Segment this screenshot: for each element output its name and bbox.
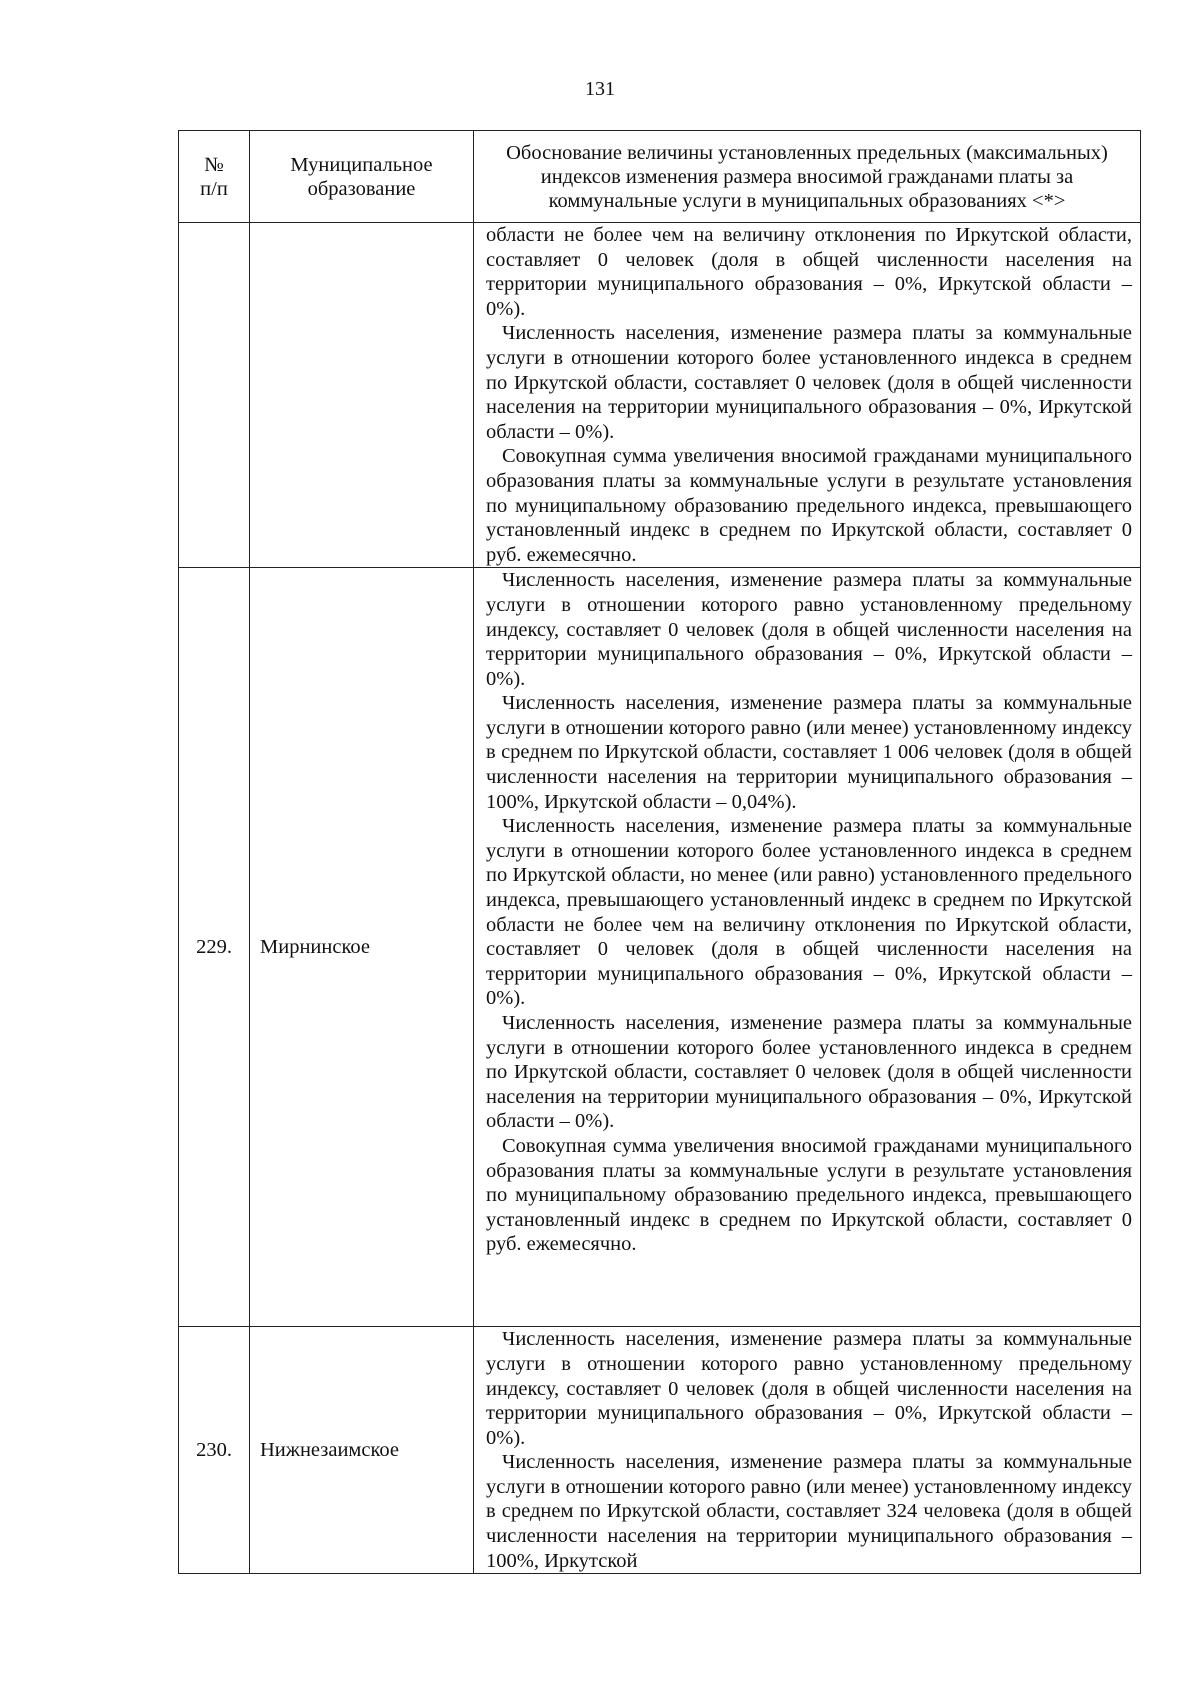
page-number: 131 <box>585 78 615 100</box>
paragraph: Численность населения, изменение размера платы за коммунальные услуги в отношении которого равно (или менее) установленному индексу в среднем по Иркутской области, составляет 324 человека (доля в общей численности населения на территории муниципального образования – 100%, Иркутской <box>486 1451 1132 1572</box>
index-justification-table <box>178 130 1141 1574</box>
justification-cell <box>474 223 1141 568</box>
table-header-row <box>179 131 1141 223</box>
header-municipality: Муниципальное образование <box>250 131 474 223</box>
header-justification: Обоснование величины установленных предельных (максимальных) индексов изменения размера вносимой гражданами платы за коммунальные услуги в муниципальных образованиях <*> <box>474 131 1141 223</box>
municipality-name <box>250 223 474 568</box>
table-row <box>179 1327 1141 1574</box>
row-number: 230. <box>179 1327 250 1574</box>
paragraph: Численность населения, изменение размера платы за коммунальные услуги в отношении которого равно установленному предельному индексу, составляет 0 человек (доля в общей численности населения на территории муниципального образования – 0%, Иркутской области – 0%). <box>486 1328 1132 1449</box>
paragraph: Численность населения, изменение размера платы за коммунальные услуги в отношении которого более установленного индекса в среднем по Иркутской области, составляет 0 человек (доля в общей численности населения на территории муниципального образования – 0%, Иркутской области – 0%). <box>486 322 1132 443</box>
paragraph: Численность населения, изменение размера платы за коммунальные услуги в отношении которого более установленного индекса в среднем по Иркутской области, составляет 0 человек (доля в общей численности населения на территории муниципального образования – 0%, Иркутской области – 0%). <box>486 1012 1132 1133</box>
table-row <box>179 568 1141 1327</box>
header-num: № п/п <box>179 131 250 223</box>
justification-cell <box>474 1327 1141 1574</box>
row-number <box>179 223 250 568</box>
paragraph: области не более чем на величину отклонения по Иркутской области, составляет 0 человек (доля в общей численности населения на территории муниципального образования – 0%, Иркутской области – 0%). <box>486 224 1132 320</box>
paragraph: Численность населения, изменение размера платы за коммунальные услуги в отношении которого более установленного индекса в среднем по Иркутской области, но менее (или равно) установленного предельного индекса, превышающего установленный индекс в среднем по Иркутской области не более чем на величину отклонения по Иркутской области, составляет 0 человек (доля в общей численности населения на территории муниципального образования – 0%, Иркутской области – 0%). <box>486 815 1132 1010</box>
paragraph: Численность населения, изменение размера платы за коммунальные услуги в отношении которого равно (или менее) установленному индексу в среднем по Иркутской области, составляет 1 006 человек (доля в общей численности населения на территории муниципального образования – 100%, Иркутской области – 0,04%). <box>486 692 1132 813</box>
municipality-name: Нижнезаимское <box>250 1327 474 1574</box>
paragraph: Совокупная сумма увеличения вносимой гражданами муниципального образования платы за коммунальные услуги в результате установления по муниципальному образованию предельного индекса, превышающего установленный индекс в среднем по Иркутской области, составляет 0 руб. ежемесячно. <box>486 1134 1132 1256</box>
municipality-name: Мирнинское <box>250 568 474 1327</box>
row-number: 229. <box>179 568 250 1327</box>
justification-cell <box>474 568 1141 1327</box>
table-row <box>179 223 1141 568</box>
paragraph: Совокупная сумма увеличения вносимой гражданами муниципального образования платы за коммунальные услуги в результате установления по муниципальному образованию предельного индекса, превышающего установленный индекс в среднем по Иркутской области, составляет 0 руб. ежемесячно. <box>486 445 1132 566</box>
paragraph: Численность населения, изменение размера платы за коммунальные услуги в отношении которого равно установленному предельному индексу, составляет 0 человек (доля в общей численности населения на территории муниципального образования – 0%, Иркутской области – 0%). <box>486 569 1132 690</box>
